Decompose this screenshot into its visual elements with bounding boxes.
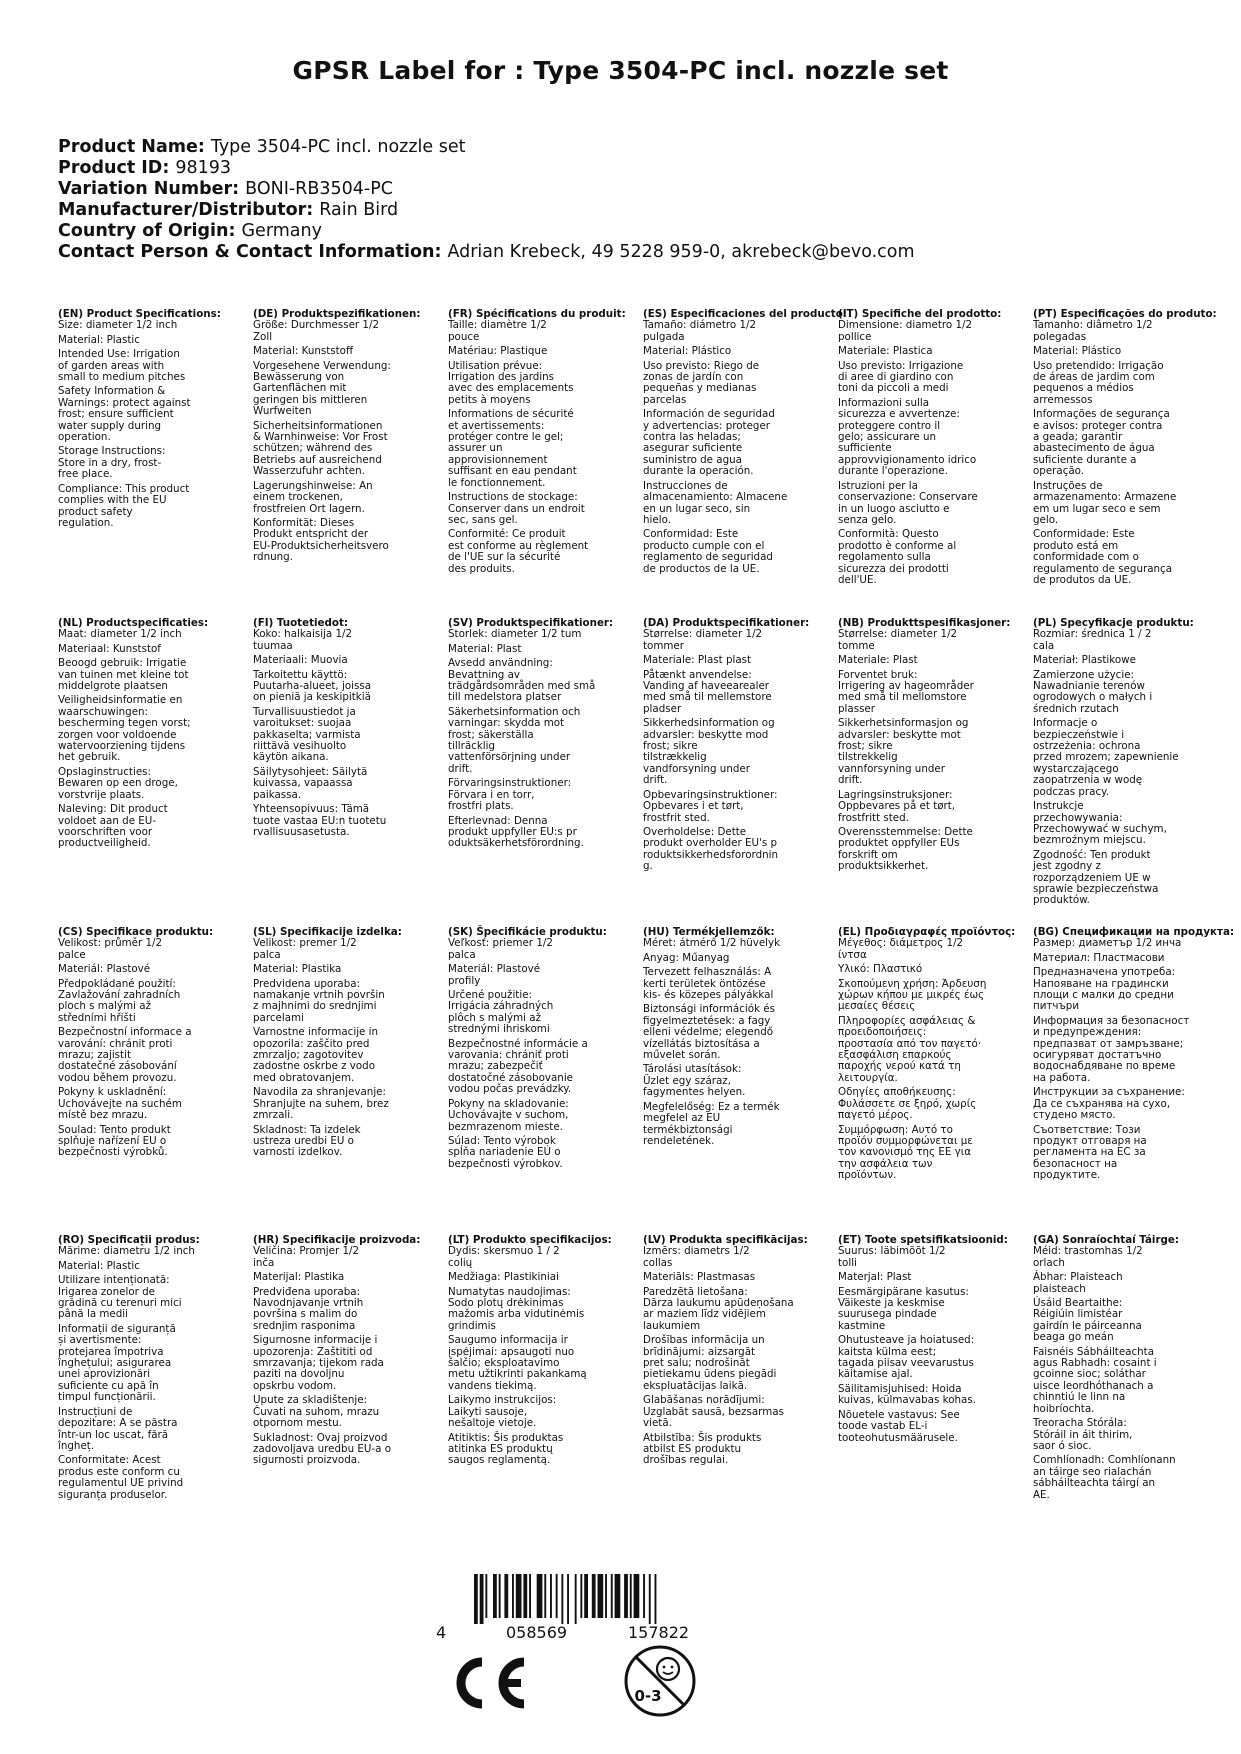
spec-field: Yhteensopivuus: Tämä tuote vastaa EU:n tuotetu rvallisuusasetusta. <box>253 803 387 838</box>
info-row <box>58 179 915 200</box>
spec-field: Storlek: diameter 1/2 tum <box>448 628 582 641</box>
info-key: Manufacturer/Distributor: <box>58 200 314 220</box>
barcode-bar <box>634 1574 640 1618</box>
spec-field: Size: diameter 1/2 inch <box>58 319 178 332</box>
spec-heading: (IT) Specifiche del prodotto: <box>838 308 1002 320</box>
spec-field: Biztonsági információk és figyelmeztetések: a fagy elleni védelme; elegendő vízellátás biztosítása a művelet során. <box>643 1003 775 1062</box>
spec-field: Saugumo informacija ir įspėjimai: apsaugoti nuo šalčio; eksploatavimo metu užtikrinti pakankamą vandens tiekimą. <box>448 1334 587 1392</box>
spec-field: Sikkerhedsinformation og advarsler: beskytte mod frost; sikre tilstrækkelig vandforsyning under drift. <box>643 717 775 787</box>
spec-field: Konformität: Dieses Produkt entspricht der EU-Produktsicherheitsvero rdnung. <box>253 516 389 564</box>
barcode-bar <box>544 1574 546 1618</box>
barcode-bar <box>575 1574 577 1624</box>
spec-field: Zamierzone użycie: Nawadnianie terenów ogrodowych o małych i średnich rzutach <box>1033 668 1153 715</box>
barcode-bar <box>493 1574 497 1618</box>
spec-row <box>58 618 1238 918</box>
spec-field: Material: Plástico <box>643 345 732 358</box>
spec-field: Treoracha Stórála: Stóráil in áit thirim, saor ó sioc. <box>1033 1417 1133 1452</box>
spec-field: Säilitamisjuhised: Hoida kuivas, külmavabas kohas. <box>838 1382 976 1407</box>
spec-field: Materiał: Plastikowe <box>1033 654 1136 667</box>
barcode-bar <box>474 1574 478 1624</box>
spec-field: Utilisation prévue: Irrigation des jardins avec des emplacements petits à moyens <box>448 359 574 406</box>
spec-field: Dydis: skersmuo 1 / 2 colių <box>448 1245 560 1269</box>
spec-field: Ábhar: Plaisteach plaisteach <box>1033 1271 1123 1295</box>
spec-field: Sukladnost: Ovaj proizvod zadovoljava uredbu EU-a o sigurnosti proizvoda. <box>253 1431 392 1467</box>
spec-field: Material: Plástico <box>1033 345 1122 358</box>
spec-field: Sikkerhetsinformasjon og advarsler: beskytte mot frost; sikre tilstrekkelig vannforsyning under drift. <box>838 717 969 787</box>
spec-field: Atitiktis: Šis produktas atitinka ES produktų saugos reglamentą. <box>448 1431 564 1467</box>
spec-field: Tervezett felhasználás: A kerti területek öntözése kis- és közepes pályákkal <box>643 966 774 1002</box>
spec-block <box>58 618 248 853</box>
spec-field: Velikost: premer 1/2 palca <box>253 937 357 961</box>
barcode-bar <box>516 1574 522 1618</box>
spec-field: Conformidad: Este producto cumple con el reglamento de seguridad de productos de la UE. <box>643 528 773 575</box>
spec-heading: (NB) Produkttspesifikasjoner: <box>838 617 1011 629</box>
spec-block <box>1033 1235 1223 1504</box>
spec-field: Materiale: Plast <box>838 654 918 667</box>
spec-heading: (RO) Specificații produs: <box>58 1234 200 1246</box>
spec-row <box>58 1235 1238 1535</box>
spec-field: Naleving: Dit product voldoet aan de EU- voorschriften voor productveiligheid. <box>58 803 168 850</box>
spec-field: Información de seguridad y advertencias: proteger contra las heladas; asegurar suficiente suministro de agua durante la operación. <box>643 408 775 478</box>
spec-field: Medžiaga: Plastikiniai <box>448 1271 559 1284</box>
spec-field: Съответствие: Този продукт отговаря на регламента на ЕС за безопасност на продуктите. <box>1033 1123 1147 1182</box>
spec-field: Instrukcje przechowywania: Przechowywać w suchym, bezmroźnym miejscu. <box>1033 800 1167 847</box>
spec-heading: (SV) Produktspecifikationer: <box>448 617 614 629</box>
spec-field: Materiale: Plastica <box>838 345 933 358</box>
barcode-bar <box>567 1574 569 1624</box>
spec-heading: (PL) Specyfikacje produktu: <box>1033 617 1194 629</box>
spec-field: Säilytysohjeet: Säilytä kuivassa, vapaassa paikassa. <box>253 765 368 801</box>
spec-field: Určené použitie: Irrigácia záhradných plôch s malými až strednými ihriskomi <box>448 989 554 1036</box>
spec-heading: (HU) Termékjellemzők: <box>643 926 775 938</box>
spec-field: Информация за безопасност и предупреждения: предпазват от замръзване; осигуряват достатъчно водоснабдяване по време на работа. <box>1033 1014 1190 1084</box>
spec-field: Størrelse: diameter 1/2 tommer <box>643 628 763 652</box>
spec-field: Úsáid Beartaithe: Réigiúin limistéar gairdín le páirceanna beaga go meán <box>1033 1297 1142 1344</box>
spec-block <box>838 618 1028 876</box>
spec-heading: (LV) Produkta specifikācijas: <box>643 1234 808 1246</box>
spec-field: Uso previsto: Riego de zonas de jardín con pequeñas y medianas parcelas <box>643 359 760 406</box>
spec-field: Utilizare intenționată: Irigarea zonelor de grădină cu terenuri mici până la medii <box>58 1274 182 1321</box>
spec-field: Υλικό: Πλαστικό <box>838 963 923 976</box>
spec-heading: (FR) Spécifications du produit: <box>448 308 626 320</box>
spec-field: Инструкции за съхранение: Да се съхранява на сухо, студено място. <box>1033 1086 1185 1122</box>
spec-field: Veiligheidsinformatie en waarschuwingen: bescherming tegen vorst; zorgen voor voldoende watervoorziening tijdens het gebruik. <box>58 694 191 764</box>
spec-field: Material: Kunststoff <box>253 345 354 358</box>
spec-field: Navodila za shranjevanje: Shranjujte na suhem, brez zmrzali. <box>253 1086 389 1122</box>
spec-block <box>838 1235 1028 1447</box>
spec-field: Anyag: Műanyag <box>643 951 730 964</box>
spec-field: Taille: diamètre 1/2 pouce <box>448 319 547 343</box>
spec-field: Laikymo instrukcijos: Laikyti sausoje, nešaltoje vietoje. <box>448 1394 557 1430</box>
info-value: Germany <box>241 221 322 241</box>
spec-field: Soulad: Tento produkt splňuje nařízení EU o bezpečnosti výrobků. <box>58 1123 171 1159</box>
spec-block <box>838 309 1028 589</box>
spec-field: Informații de siguranță și avertismente: protejarea împotriva înghețului; asigurarea unei aprovizionări suficiente cu apă în timpul funcționării. <box>58 1322 176 1404</box>
spec-field: Overholdelse: Dette produkt overholder EU's p roduktsikkerhedsforordnin g. <box>643 825 779 873</box>
spec-field: Eesmärgipärane kasutus: Väikeste ja keskmise suurusega pindade kastmine <box>838 1285 969 1332</box>
spec-field: Koko: halkaisija 1/2 tuumaa <box>253 628 353 652</box>
spec-field: Material: Plastic <box>58 1259 140 1272</box>
spec-field: Safety Information & Warnings: protect against frost; ensure sufficient water supply during operation. <box>58 385 191 444</box>
spec-field: Matériau: Plastique <box>448 345 548 358</box>
info-key: Product ID: <box>58 158 170 178</box>
spec-field: Tamanho: diâmetro 1/2 polegadas <box>1033 319 1153 343</box>
spec-field: Istruzioni per la conservazione: Conservare in un luogo asciutto e senza gelo. <box>838 479 978 526</box>
spec-field: Οδηγίες αποθήκευσης: Φυλάσσετε σε ξηρό, χωρίς παγετό μέρος. <box>838 1086 977 1122</box>
spec-heading: (ES) Especificaciones del producto: <box>643 308 847 320</box>
spec-field: Mărime: diametru 1/2 inch <box>58 1245 195 1258</box>
spec-field: Instruções de armazenamento: Armazene em um lugar seco e sem gelo. <box>1033 479 1177 526</box>
spec-heading: (PT) Especificações do produto: <box>1033 308 1217 320</box>
spec-field: Materiale: Plast plast <box>643 654 752 667</box>
info-value: BONI-RB3504-PC <box>245 179 393 199</box>
barcode-bar <box>523 1574 527 1618</box>
spec-field: Numatytas naudojimas: Sodo plotų drėkinimas mažomis arba vidutinėmis grindimis <box>448 1285 585 1332</box>
barcode-bar <box>592 1574 596 1618</box>
age-warning-icon <box>622 1643 698 1723</box>
spec-field: Sicherheitsinformationen & Warnhinweise: Vor Frost schützen; während des Betriebs auf ausreichend Wasserzufuhr achten. <box>253 419 388 478</box>
spec-block <box>58 1235 248 1504</box>
spec-field: Materiál: Plastové <box>58 963 151 976</box>
spec-field: Material: Plast <box>448 642 522 655</box>
spec-field: Materiaali: Muovia <box>253 654 348 667</box>
spec-field: Méid: trastomhas 1/2 orlach <box>1033 1245 1143 1269</box>
spec-field: Uso previsto: Irrigazione di aree di giardino con toni da piccoli a medi <box>838 359 964 395</box>
info-row <box>58 242 915 263</box>
spec-block <box>643 618 833 876</box>
barcode-bar <box>556 1574 558 1618</box>
spec-field: Μέγεθος: διάμετρος 1/2 ίντσα <box>838 937 964 961</box>
spec-field: Instructions de stockage: Conserver dans un endroit sec, sans gel. <box>448 491 585 526</box>
spec-field: Méret: átmérő 1/2 hüvelyk <box>643 937 781 950</box>
info-value: Adrian Krebeck, 49 5228 959-0, akrebeck@bevo.com <box>447 242 915 262</box>
spec-field: Instrucțiuni de depozitare: A se păstra într-un loc uscat, fără îngheț. <box>58 1405 178 1452</box>
spec-field: Tamaño: diámetro 1/2 pulgada <box>643 319 757 343</box>
spec-field: Tárolási utasítások: Üzlet egy száraz, fagymentes helyen. <box>643 1063 746 1099</box>
info-key: Variation Number: <box>58 179 240 199</box>
barcode-bar <box>561 1574 563 1624</box>
spec-block <box>253 309 443 567</box>
info-row <box>58 137 915 158</box>
spec-row <box>58 927 1238 1227</box>
barcode-bar <box>615 1574 621 1618</box>
spec-field: Forventet bruk: Irrigering av hageområder med små til mellomstore plasser <box>838 668 974 715</box>
spec-field: Conformidade: Este produto está em conformidade com o regulamento de segurança de produtos da UE. <box>1033 528 1173 586</box>
barcode-bar <box>624 1574 628 1618</box>
spec-block <box>838 927 1028 1185</box>
spec-field: Material: Plastic <box>58 333 140 346</box>
spec-field: Größe: Durchmesser 1/2 Zoll <box>253 319 380 343</box>
spec-field: Vorgesehene Verwendung: Bewässerung von Gartenflächen mit geringen bis mittleren Wurfweiten <box>253 359 391 418</box>
spec-field: Conformitate: Acest produs este conform cu regulamentul UE privind siguranța produselor. <box>58 1454 184 1501</box>
spec-field: Предназначена употреба: Напояване на градински площи с малки до средни питчъри <box>1033 966 1176 1013</box>
spec-field: Informazioni sulla sicurezza e avvertenze: proteggere contro il gelo; assicurare un sufficiente approvvigionamento idrico durante l'operazione. <box>838 396 977 478</box>
info-row <box>58 221 915 242</box>
spec-field: Pokyny k uskladnění: Uchovávejte na suchém místě bez mrazu. <box>58 1086 182 1122</box>
spec-row <box>58 309 1238 609</box>
spec-field: Συμμόρφωση: Αυτό το προϊόν συμμορφώνεται με τον κανονισμό της ΕΕ για την ασφάλεια των προϊόντων. <box>838 1123 973 1182</box>
barcode-bar <box>605 1574 607 1618</box>
spec-block <box>448 927 638 1173</box>
spec-field: Πληροφορίες ασφάλειας & προειδοποιήσεις: προστασία από τον παγετό· εξασφάλιση επαρκούς παροχής νερού κατά τη λειτουργία. <box>838 1014 982 1084</box>
spec-field: Upute za skladištenje: Čuvati na suhom, mrazu otpornom mestu. <box>253 1394 380 1430</box>
spec-block <box>58 927 248 1162</box>
spec-field: Veličina: Promjer 1/2 inča <box>253 1245 360 1269</box>
spec-field: Comhlíonadh: Comhlíonann an táirge seo rialachán sábháilteachta táirgí an AE. <box>1033 1454 1176 1501</box>
spec-heading: (FI) Tuotetiedot: <box>253 617 348 629</box>
page-title: GPSR Label for : Type 3504-PC incl. nozzle set <box>292 56 949 85</box>
spec-heading: (EL) Προδιαγραφές προϊόντος: <box>838 926 1016 938</box>
spec-field: Storage Instructions: Store in a dry, frost- free place. <box>58 445 166 481</box>
barcode-bar <box>537 1574 543 1618</box>
spec-field: Predvidena uporaba: namakanje vrtnih površin z majhnimi do srednjimi parcelami <box>253 977 385 1024</box>
spec-heading: (BG) Спецификации на продукта: <box>1033 926 1235 938</box>
spec-field: Skladnost: Ta izdelek ustreza uredbi EU o varnosti izdelkov. <box>253 1123 361 1159</box>
spec-field: Faisnéis Sábháilteachta agus Rabhadh: cosaint i gcoinne sioc; soláthar uisce leordhóthanach a chinntiú le linn na hoibríochta. <box>1033 1345 1157 1415</box>
barcode-bar <box>499 1574 501 1618</box>
spec-block <box>1033 618 1223 910</box>
spec-field: Megfelelőség: Ez a termék megfelel az EU termékbiztonsági rendeletének. <box>643 1100 780 1147</box>
spec-heading: (DE) Produktspezifikationen: <box>253 308 421 320</box>
spec-field: Bezpečnostné informácie a varovania: chrániť proti mrazu; zabezpečiť dostatočné zásobovanie vodou počas prevádzky. <box>448 1037 588 1096</box>
spec-field: Zgodność: Ten produkt jest zgodny z rozporządzeniem UE w sprawie bezpieczeństwa produktów. <box>1033 848 1159 907</box>
spec-heading: (GA) Sonraíochtaí Táirge: <box>1033 1234 1180 1246</box>
spec-block <box>1033 309 1223 589</box>
spec-block <box>643 1235 833 1470</box>
info-key: Product Name: <box>58 137 205 157</box>
spec-field: Opslaginstructies: Bewaren op een droge, vorstvrije plaats. <box>58 765 178 801</box>
spec-field: Predviđena uporaba: Navodnjavanje vrtnih površina s malim do srednjim rasponima <box>253 1285 364 1332</box>
spec-field: Dimensione: diametro 1/2 pollice <box>838 319 973 343</box>
spec-field: Conformità: Questo prodotto è conforme al regolamento sulla sicurezza dei prodotti dell'UE. <box>838 528 957 586</box>
ce-mark-icon <box>450 1656 530 1714</box>
spec-field: Materiál: Plastové profily <box>448 963 541 987</box>
barcode-bar <box>580 1574 582 1618</box>
spec-field: Informations de sécurité et avertissements: protéger contre le gel; assurer un approvisionnement suffisant en eau pendant le fonctionnement. <box>448 408 577 489</box>
spec-heading: (SL) Specifikacije izdelka: <box>253 926 402 938</box>
spec-field: Avsedd användning: Bevattning av trädgårdsområden med små till medelstora platser <box>448 657 596 704</box>
spec-field: Material: Plastika <box>253 963 342 976</box>
spec-block <box>448 618 638 853</box>
barcode-digit-first: 4 <box>436 1623 447 1642</box>
spec-field: Izmērs: diametrs 1/2 collas <box>643 1245 750 1269</box>
spec-field: Předpokládané použití: Zavlažování zahradních ploch s malými až středními hřišti <box>58 977 181 1024</box>
spec-heading: (NL) Productspecificaties: <box>58 617 209 629</box>
spec-field: Размер: диаметър 1/2 инча <box>1033 937 1182 950</box>
spec-field: Materiaal: Kunststof <box>58 642 161 655</box>
barcode-bar <box>611 1574 613 1618</box>
spec-field: Tarkoitettu käyttö: Puutarha-alueet, joissa on pieniä ja keskipitkiä <box>253 668 372 704</box>
spec-field: Suurus: läbimõõt 1/2 tolli <box>838 1245 946 1269</box>
spec-heading: (EN) Product Specifications: <box>58 308 221 320</box>
spec-field: Säkerhetsinformation och varningar: skydda mot frost; säkerställa tillräcklig vattenförsörjning under drift. <box>448 705 581 775</box>
spec-heading: (HR) Specifikacije proizvoda: <box>253 1234 421 1246</box>
spec-field: Overensstemmelse: Dette produktet oppfyller EUs forskrift om produktsikkerhet. <box>838 825 973 873</box>
spec-field: Beoogd gebruik: Irrigatie van tuinen met kleine tot middelgrote plaatsen <box>58 657 189 693</box>
spec-field: Opbevaringsinstruktioner: Opbevares i et tørt, frostfrit sted. <box>643 788 778 824</box>
info-value: Type 3504-PC incl. nozzle set <box>210 137 466 157</box>
spec-heading: (LT) Produkto specifikacijos: <box>448 1234 612 1246</box>
spec-field: Материал: Пластмасови <box>1033 951 1165 964</box>
barcode-bar <box>512 1574 514 1618</box>
spec-block <box>58 309 248 532</box>
info-value: 98193 <box>175 158 232 178</box>
spec-field: Lagerungshinweise: An einem trockenen, frostfreien Ort lagern. <box>253 479 373 515</box>
spec-field: Materiāls: Plastmasas <box>643 1271 756 1284</box>
spec-field: Maat: diameter 1/2 inch <box>58 628 182 641</box>
barcode-bar <box>529 1574 531 1618</box>
spec-block <box>253 927 443 1162</box>
spec-field: Størrelse: diameter 1/2 tomme <box>838 628 958 652</box>
barcode-group-right: 157822 <box>628 1623 690 1642</box>
spec-field: Intended Use: Irrigation of garden areas with small to medium pitches <box>58 348 186 384</box>
info-key: Country of Origin: <box>58 221 236 241</box>
barcode-bar <box>504 1574 508 1618</box>
barcode-group-left: 058569 <box>506 1623 568 1642</box>
spec-field: Compliance: This product complies with the EU product safety regulation. <box>58 482 190 529</box>
barcode-bar <box>630 1574 632 1618</box>
spec-field: Ohutusteave ja hoiatused: kaitsta külma eest; tagada piisav veevarustus käitamise ajal. <box>838 1334 975 1381</box>
info-row <box>58 158 915 179</box>
spec-field: Veľkosť: priemer 1/2 palca <box>448 937 553 961</box>
spec-field: Velikost: průměr 1/2 palce <box>58 937 163 961</box>
barcode-bar <box>649 1574 651 1624</box>
spec-field: Paredzētā lietošana: Dārza laukumu apūdeņošana ar maziem līdz vidējiem laukumiem <box>643 1285 794 1332</box>
spec-field: Sigurnosne informacije i upozorenja: Zaštititi od smrzavanja; tijekom rada paziti na dovoljnu opskrbu vodom. <box>253 1334 384 1392</box>
info-key: Contact Person & Contact Information: <box>58 242 442 262</box>
spec-field: Lagringsinstruksjoner: Oppbevares på et tørt, frostfritt sted. <box>838 788 956 824</box>
spec-heading: (ET) Toote spetsifikatsioonid: <box>838 1234 1008 1246</box>
spec-field: Påtænkt anvendelse: Vanding af haveearealer med små til mellemstore pladser <box>643 668 772 715</box>
spec-field: Nõuetele vastavus: See toode vastab EL-i tooteohutusmäärusele. <box>838 1408 960 1444</box>
spec-heading: (SK) Špecifikácie produktu: <box>448 926 607 938</box>
barcode-bars <box>474 1574 732 1624</box>
spec-field: Glabāšanas norādījumi: Uzglabāt sausā, bezsarmas vietā. <box>643 1394 784 1430</box>
spec-field: Atbilstība: Šis produkts atbilst ES produktu drošības regulai. <box>643 1431 762 1467</box>
spec-field: Förvaringsinstruktioner: Förvara i en torr, frostfri plats. <box>448 777 572 813</box>
barcode-bar <box>550 1574 552 1618</box>
age-warning-label: 0-3 <box>634 1687 662 1705</box>
spec-block <box>448 309 638 578</box>
spec-block <box>253 618 443 841</box>
barcode-bar <box>643 1574 645 1618</box>
spec-field: Bezpečnostní informace a varování: chránit proti mrazu; zajistit dostatečné zásobování vodou během provozu. <box>58 1026 192 1084</box>
spec-field: Conformité: Ce produit est conforme au règlement de l'UE sur la sécurité des produits. <box>448 528 589 575</box>
spec-field: Informacje o bezpieczeństwie i ostrzeżenia: ochrona przed mrozem; zapewnienie wystarczającego zaopatrzenia w wodę podczas pracy. <box>1033 717 1179 798</box>
spec-field: Uso pretendido: Irrigação de áreas de jardim com pequenos a médios arremessos <box>1033 359 1164 406</box>
barcode-bar <box>480 1574 484 1624</box>
spec-field: Instrucciones de almacenamiento: Almacene en un lugar seco, sin hielo. <box>643 479 788 526</box>
barcode-bar <box>655 1574 657 1624</box>
spec-block <box>448 1235 638 1470</box>
spec-field: Efterlevnad: Denna produkt uppfyller EU:s pr oduktsäkerhetsförordning. <box>448 814 584 850</box>
spec-field: Súlad: Tento výrobok spĺňa nariadenie EÚ o bezpečnosti výrobkov. <box>448 1134 563 1170</box>
spec-field: Σκοπούμενη χρήση: Άρδευση χώρων κήπου με μικρές έως μεσαίες θέσεις <box>838 977 987 1013</box>
spec-heading: (CS) Specifikace produktu: <box>58 926 214 938</box>
product-info <box>58 137 915 263</box>
spec-field: Rozmiar: średnica 1 / 2 cala <box>1033 628 1152 652</box>
spec-block <box>1033 926 1235 1185</box>
spec-field: Pokyny na skladovanie: Uchovávajte v suchom, bezmrazenom mieste. <box>448 1097 569 1133</box>
barcode-bar <box>584 1574 588 1618</box>
spec-heading: (DA) Produktspecifikationer: <box>643 617 810 629</box>
spec-block <box>253 1235 443 1470</box>
info-value: Rain Bird <box>319 200 399 220</box>
info-row <box>58 200 915 221</box>
spec-block <box>643 308 847 578</box>
spec-field: Drošības informācija un brīdinājumi: aizsargāt pret salu; nodrošināt pietiekamu ūdens piegādi ekspluatācijas laikā. <box>643 1334 777 1392</box>
spec-field: Varnostne informacije in opozorila: zaščito pred zmrzaljo; zagotovitev zadostne oskrbe z vodo med obratovanjem. <box>253 1026 379 1084</box>
spec-field: Turvallisuustiedot ja varoitukset: suojaa pakkaselta; varmista riittävä vesihuolto käytön aikana. <box>253 705 361 764</box>
spec-field: Materjal: Plast <box>838 1271 912 1284</box>
barcode-bar <box>598 1574 604 1618</box>
spec-block <box>643 927 833 1150</box>
spec-field: Materijal: Plastika <box>253 1271 345 1284</box>
barcode-bar <box>485 1574 487 1618</box>
spec-field: Informações de segurança e avisos: proteger contra a geada; garantir abastecimento de água suficiente durante a operação. <box>1033 408 1170 478</box>
barcode <box>436 1574 736 1644</box>
